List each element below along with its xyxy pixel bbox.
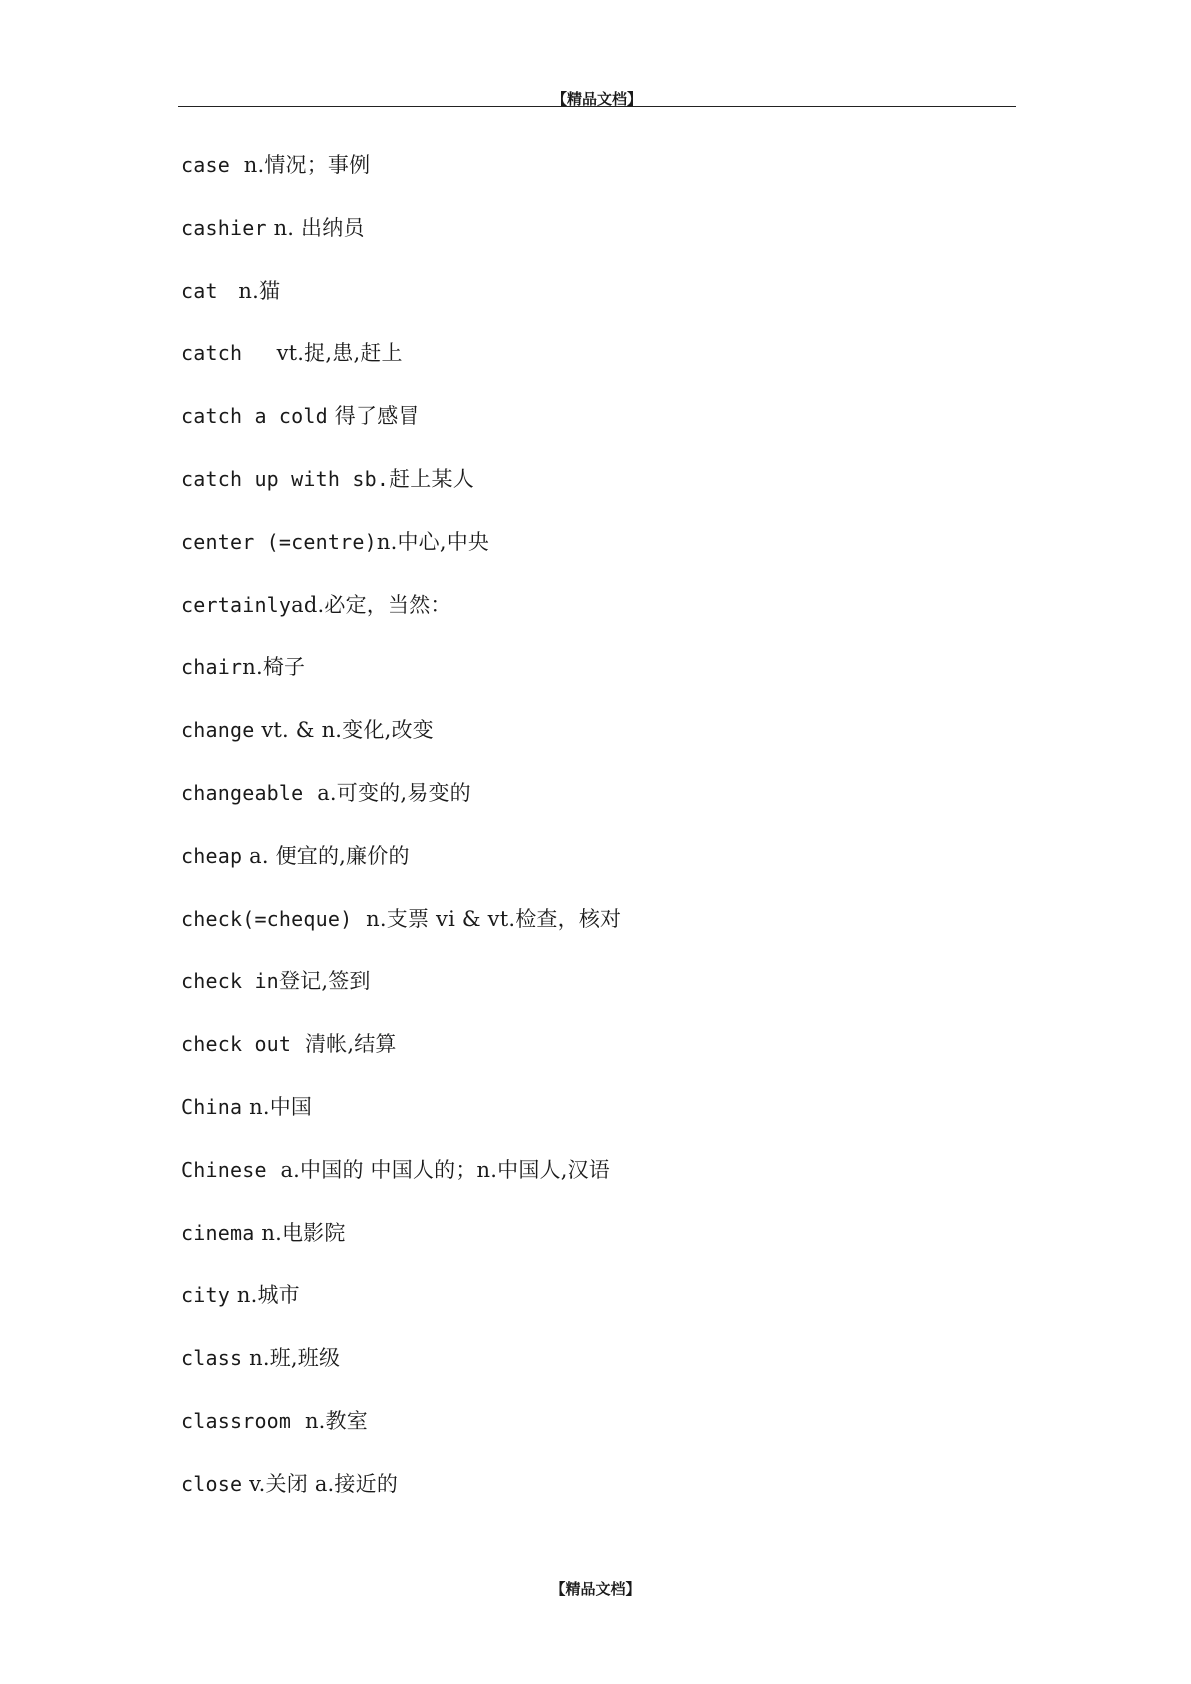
vocab-word: certainly bbox=[181, 592, 292, 617]
vocab-definition: n.城市 bbox=[236, 1283, 300, 1308]
vocab-definition: 清帐,结算 bbox=[304, 1032, 397, 1057]
vocab-entry bbox=[181, 1343, 621, 1406]
page-header bbox=[178, 90, 1016, 114]
vocab-word: check in bbox=[181, 969, 279, 994]
vocab-entry bbox=[181, 276, 621, 339]
vocabulary-list bbox=[181, 150, 621, 1532]
vocab-definition: v.关闭 a.接近的 bbox=[249, 1471, 399, 1496]
vocab-entry bbox=[181, 527, 621, 590]
vocab-definition: n.情况；事例 bbox=[243, 153, 371, 177]
vocab-word: changeable bbox=[181, 780, 304, 805]
vocab-entry bbox=[181, 1406, 621, 1469]
vocab-entry bbox=[181, 966, 621, 1029]
vocab-word: class bbox=[181, 1346, 243, 1371]
vocab-entry bbox=[181, 1469, 621, 1532]
vocab-entry bbox=[181, 213, 621, 276]
vocab-entry bbox=[181, 1280, 621, 1343]
vocab-entry bbox=[181, 1092, 621, 1155]
vocab-word: close bbox=[181, 1471, 243, 1496]
vocab-word: cinema bbox=[181, 1220, 255, 1245]
vocab-word: cheap bbox=[181, 843, 243, 868]
vocab-entry bbox=[181, 464, 621, 527]
vocab-definition: 登记,签到 bbox=[278, 969, 371, 994]
vocab-word: catch up with sb. bbox=[181, 466, 390, 491]
vocab-entry bbox=[181, 778, 621, 841]
vocab-word: check out bbox=[181, 1032, 292, 1057]
vocab-definition: n.支票 vi & vt.检查，核对 bbox=[366, 906, 622, 931]
vocab-definition: vt.捉,患,赶上 bbox=[276, 341, 403, 366]
header-rule bbox=[178, 106, 1016, 107]
page-footer: 【精品文档】 bbox=[550, 1580, 641, 1598]
vocab-definition: n.班,班级 bbox=[249, 1346, 341, 1371]
vocab-definition: n.中心,中央 bbox=[376, 529, 490, 554]
vocab-entry bbox=[181, 338, 621, 401]
vocab-entry bbox=[181, 1218, 621, 1281]
vocab-entry bbox=[181, 1155, 621, 1218]
vocab-definition: n. 出纳员 bbox=[273, 215, 365, 240]
vocab-definition: a. 便宜的,廉价的 bbox=[249, 843, 410, 868]
vocab-definition: 得了感冒 bbox=[334, 404, 420, 429]
vocab-definition: n.椅子 bbox=[242, 655, 306, 680]
vocab-word: city bbox=[181, 1283, 230, 1308]
vocab-word: check(=cheque) bbox=[181, 906, 353, 931]
vocab-definition: n.中国 bbox=[249, 1094, 313, 1119]
vocab-entry bbox=[181, 904, 621, 967]
vocab-entry bbox=[181, 401, 621, 464]
vocab-word: cat bbox=[181, 278, 218, 303]
vocab-word: change bbox=[181, 718, 255, 743]
vocab-word: classroom bbox=[181, 1408, 292, 1433]
vocab-definition: a.中国的 中国人的；n.中国人,汉语 bbox=[280, 1157, 610, 1182]
vocab-word: Chinese bbox=[181, 1157, 267, 1182]
vocab-definition: ad.必定，当然： bbox=[291, 592, 452, 617]
vocab-definition: a.可变的,易变的 bbox=[317, 780, 471, 805]
vocab-word: catch bbox=[181, 341, 243, 366]
vocab-definition: n.教室 bbox=[304, 1408, 368, 1433]
vocab-definition: n.猫 bbox=[238, 278, 281, 303]
vocab-definition: n.电影院 bbox=[261, 1220, 346, 1245]
vocab-entry bbox=[181, 715, 621, 778]
header-label: 【精品文档】 bbox=[551, 90, 642, 108]
vocab-definition: 赶上某人 bbox=[389, 466, 474, 491]
vocab-entry bbox=[181, 150, 621, 213]
vocab-entry bbox=[181, 841, 621, 904]
vocab-definition: vt. & n.变化,改变 bbox=[261, 718, 434, 743]
vocab-word: cashier bbox=[181, 215, 267, 240]
vocab-entry bbox=[181, 590, 621, 653]
vocab-word: catch a cold bbox=[181, 404, 328, 429]
vocab-entry bbox=[181, 652, 621, 715]
vocab-word: chair bbox=[181, 655, 243, 680]
vocab-word: center (=centre) bbox=[181, 529, 377, 554]
vocab-word: China bbox=[181, 1094, 243, 1119]
vocab-entry bbox=[181, 1029, 621, 1092]
vocab-word: case bbox=[181, 153, 230, 177]
